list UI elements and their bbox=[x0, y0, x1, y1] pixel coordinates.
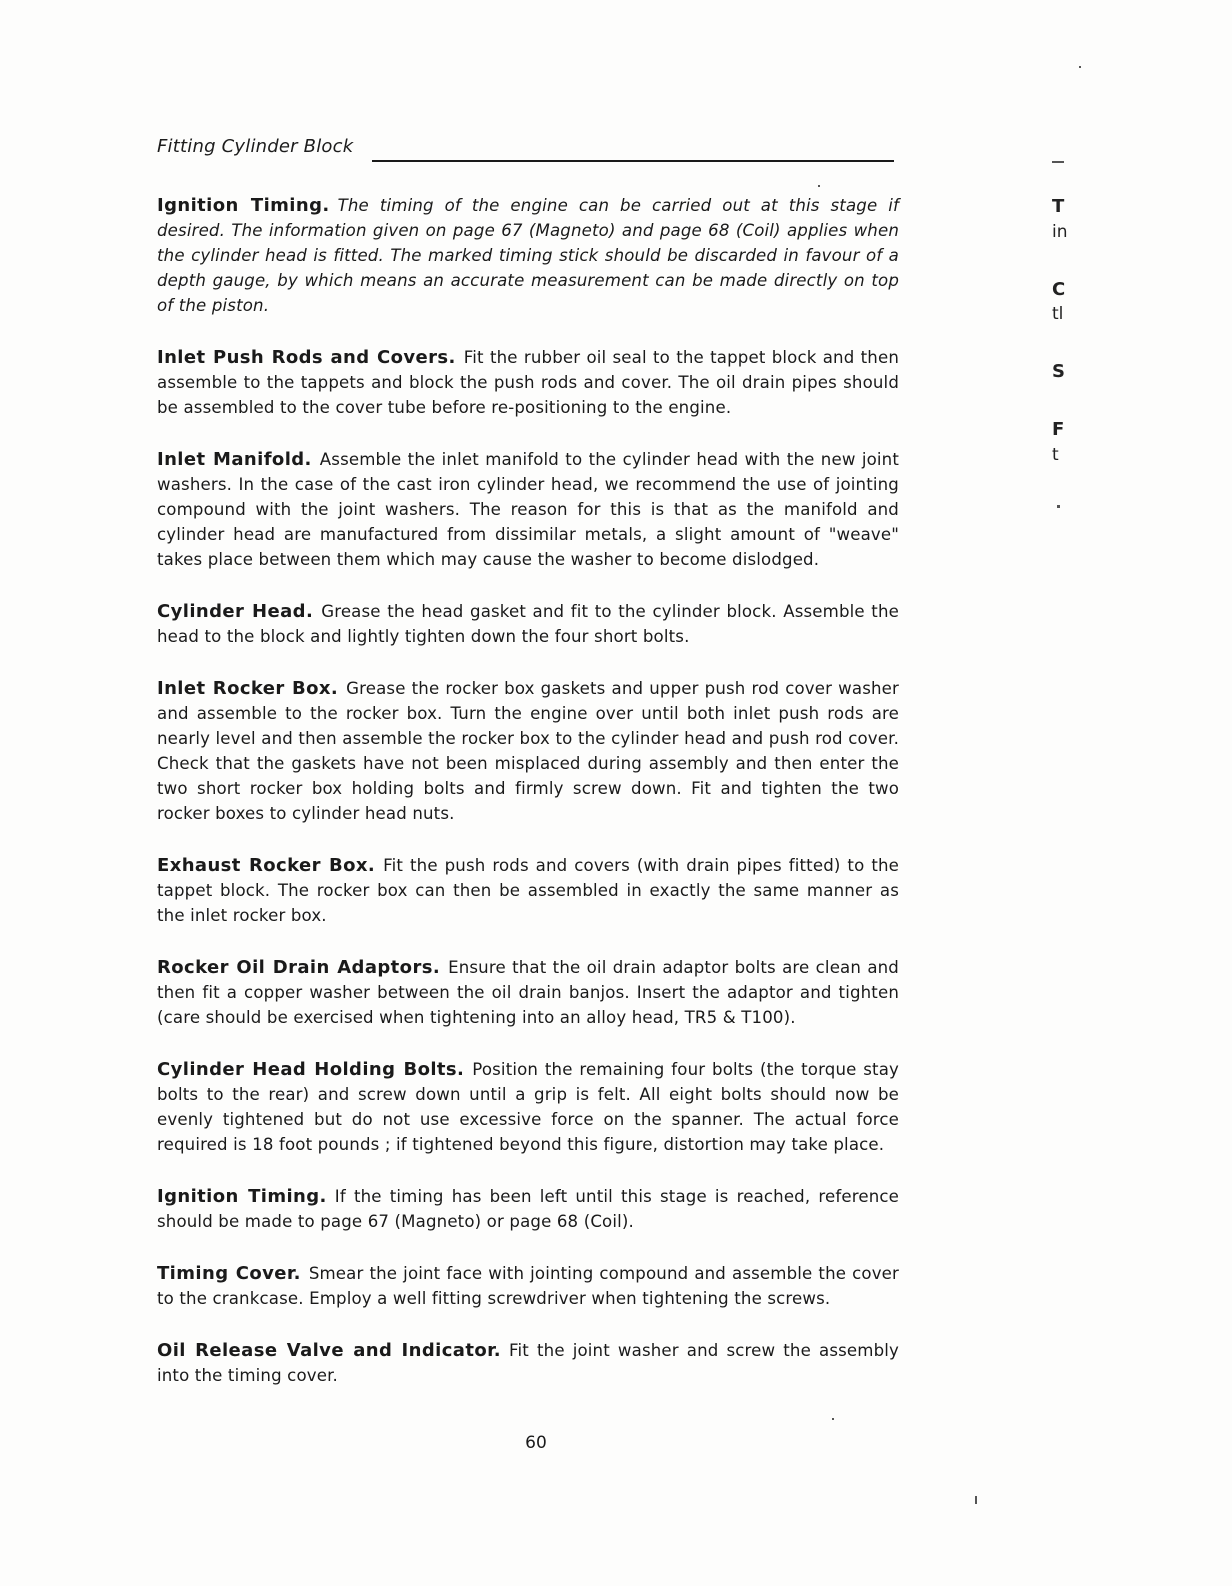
scan-speck bbox=[1057, 505, 1060, 508]
section-timing-cover bbox=[157, 1261, 899, 1311]
section-heading: Ignition Timing. bbox=[157, 195, 330, 216]
section-heading: Ignition Timing. bbox=[157, 1186, 327, 1207]
scan-speck bbox=[818, 185, 820, 187]
section-inlet-rocker-box bbox=[157, 676, 899, 826]
header-rule bbox=[372, 160, 894, 162]
margin-fragment: tl bbox=[1052, 304, 1064, 324]
section-body: Assemble the inlet manifold to the cylinder head with the new joint washers. In the case of the cast iron cylinder head, we recommend the use of jointing compound with the joint washers. The reason for this is that as the manifold and cylinder head are manufactured from dissimilar metals, a slight amount of "weave" takes place between them which may cause the washer to become dislodged. bbox=[157, 450, 899, 569]
section-oil-release-valve bbox=[157, 1338, 899, 1388]
margin-fragment: t bbox=[1052, 445, 1059, 465]
section-cylinder-head bbox=[157, 599, 899, 649]
section-heading: Oil Release Valve and Indicator. bbox=[157, 1340, 502, 1361]
section-rocker-oil-drain bbox=[157, 955, 899, 1030]
section-heading: Rocker Oil Drain Adaptors. bbox=[157, 957, 441, 978]
section-ignition-timing-2 bbox=[157, 1184, 899, 1234]
section-heading: Inlet Push Rods and Covers. bbox=[157, 347, 456, 368]
section-heading: Inlet Manifold. bbox=[157, 449, 312, 470]
section-body: Fit the push rods and covers (with drain pipes fitted) to the tappet block. The rocker box can then be assembled in exactly the same manner as the inlet rocker box. bbox=[157, 856, 900, 925]
section-heading: Cylinder Head. bbox=[157, 601, 314, 622]
section-body: Ensure that the oil drain adaptor bolts are clean and then fit a copper washer between the oil drain banjos. Insert the adaptor and tighten (care should be exercised when tightening into an alloy head, TR5 & T100). bbox=[157, 958, 899, 1027]
section-heading: Cylinder Head Holding Bolts. bbox=[157, 1059, 465, 1080]
section-inlet-push-rods bbox=[157, 345, 899, 420]
section-body: Position the remaining four bolts (the torque stay bolts to the rear) and screw down until a grip is felt. All eight bolts should now be evenly tightened but do not use excessive force on the spanner. The actual force required is 18 foot pounds ; if tightened beyond this figure, distortion may take place. bbox=[157, 1060, 900, 1154]
section-exhaust-rocker-box bbox=[157, 853, 899, 928]
section-head-holding-bolts bbox=[157, 1057, 899, 1157]
section-body: Grease the head gasket and fit to the cylinder block. Assemble the head to the block and lightly tighten down the four short bolts. bbox=[157, 602, 899, 646]
scan-speck bbox=[1052, 161, 1064, 163]
section-inlet-manifold bbox=[157, 447, 899, 572]
section-heading: Exhaust Rocker Box. bbox=[157, 855, 376, 876]
page-number: 60 bbox=[525, 1433, 547, 1453]
margin-fragment: in bbox=[1052, 222, 1068, 242]
margin-fragment: C bbox=[1052, 279, 1066, 300]
scan-speck bbox=[832, 1418, 834, 1420]
section-body: Smear the joint face with jointing compound and assemble the cover to the crankcase. Employ a well fitting screwdriver when tightening the screws. bbox=[157, 1264, 899, 1308]
section-body: Fit the joint washer and screw the assembly into the timing cover. bbox=[157, 1341, 899, 1385]
scan-speck bbox=[975, 1496, 977, 1504]
section-heading: Inlet Rocker Box. bbox=[157, 678, 339, 699]
document-body bbox=[157, 193, 899, 1415]
section-ignition-timing-1 bbox=[157, 193, 899, 318]
section-body: Grease the rocker box gaskets and upper push rod cover washer and assemble to the rocker box. Turn the engine over until both inlet push rods are nearly level and then assemble the rocker box to the cylinder head and push rod cover. Check that the gaskets have not been misplaced during assembly and then enter the two short rocker box holding bolts and firmly screw down. Fit and tighten the two rocker boxes to cylinder head nuts. bbox=[157, 679, 899, 823]
section-heading: Timing Cover. bbox=[157, 1263, 301, 1284]
scan-speck bbox=[1079, 66, 1081, 68]
running-header-title: Fitting Cylinder Block bbox=[157, 136, 354, 157]
margin-fragment: S bbox=[1052, 361, 1065, 382]
section-body: The timing of the engine can be carried out at this stage if desired. The information given on page 67 (Magneto) and page 68 (Coil) applies when the cylinder head is fitted. The marked timing stick should be discarded in favour of a depth gauge, by which means an accurate measurement can be made directly on top of the piston. bbox=[157, 196, 899, 315]
margin-fragment: T bbox=[1052, 196, 1065, 217]
section-body: If the timing has been left until this stage is reached, reference should be made to page 67 (Magneto) or page 68 (Coil). bbox=[157, 1187, 899, 1231]
section-body: Fit the rubber oil seal to the tappet block and then assemble to the tappets and block the push rods and cover. The oil drain pipes should be assembled to the cover tube before re-positioning to the engine. bbox=[157, 348, 899, 417]
margin-fragment: F bbox=[1052, 419, 1065, 440]
